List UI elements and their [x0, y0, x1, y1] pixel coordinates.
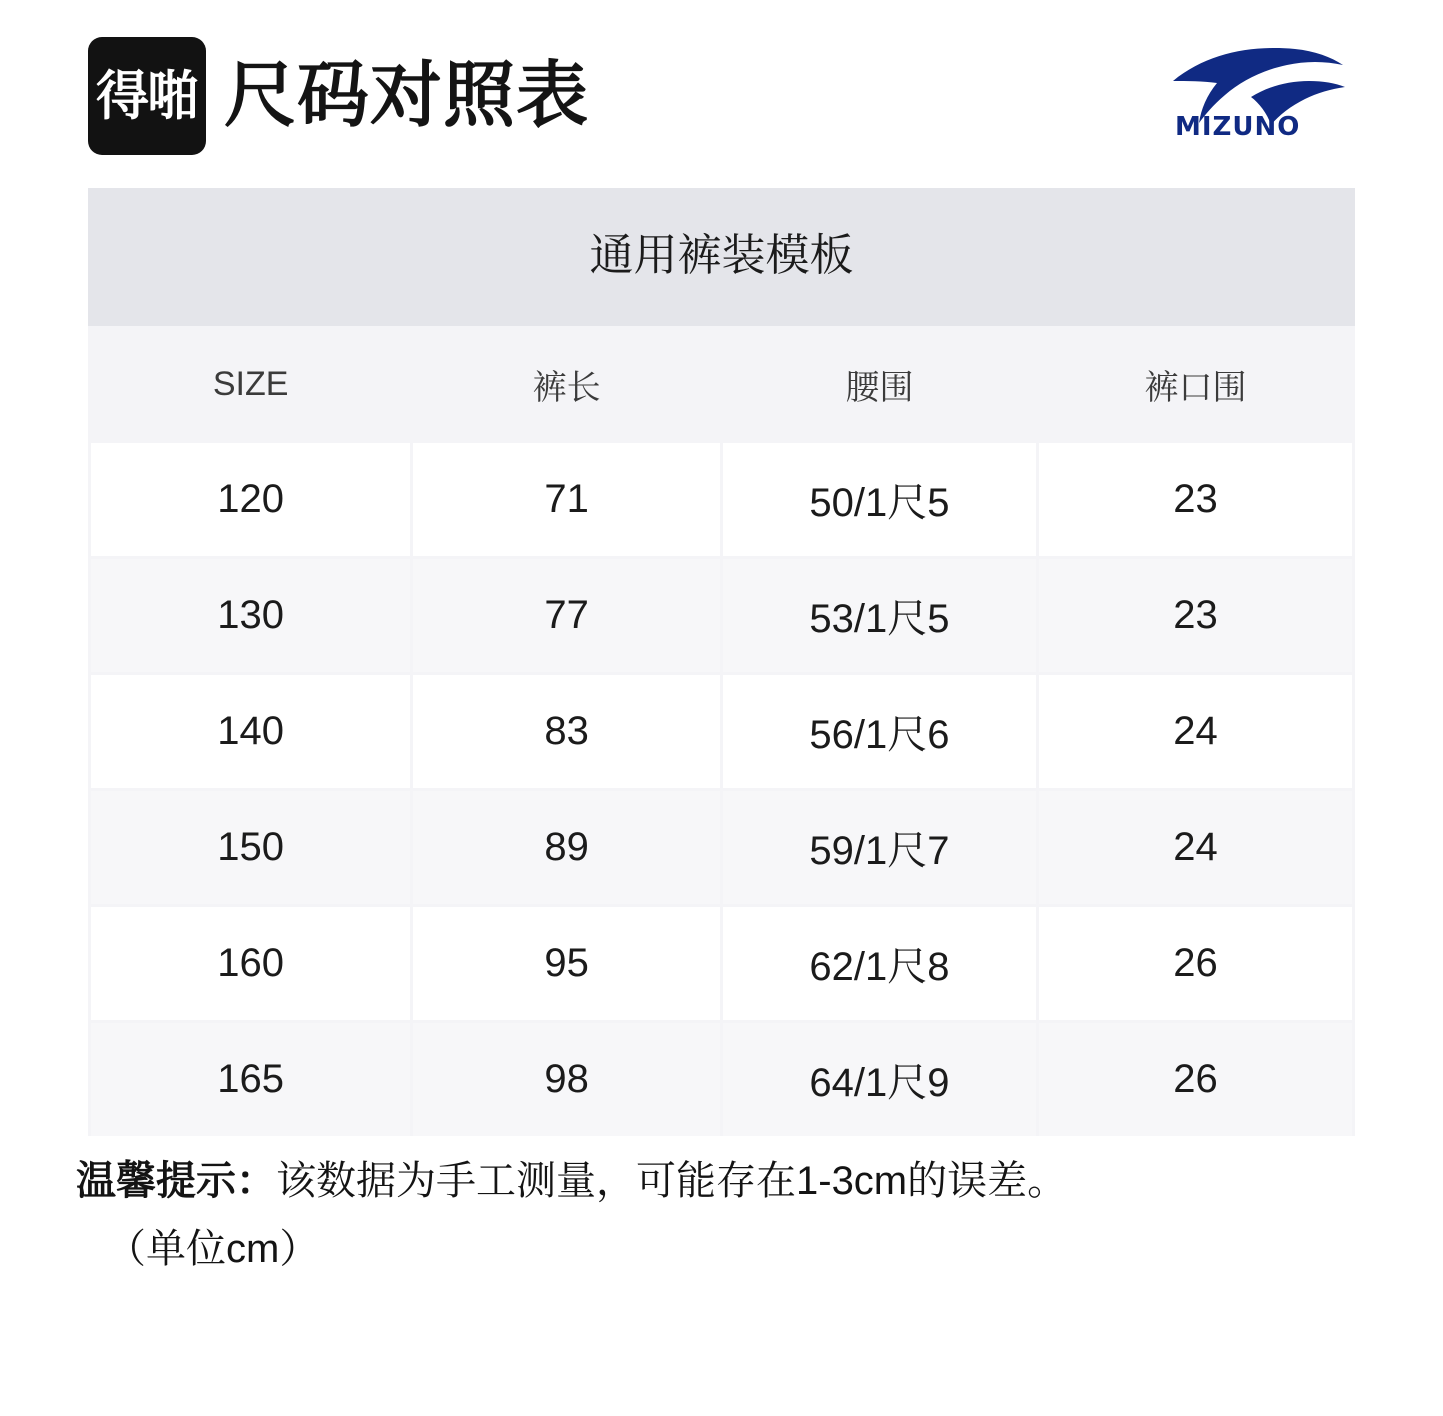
table-row [90, 674, 1354, 790]
page-header [0, 0, 1443, 170]
cell-size: 150 [90, 790, 412, 906]
column-header-waist: 腰围 [721, 326, 1037, 443]
cell-waist: 56/1尺6 [721, 674, 1037, 790]
cell-length: 98 [412, 1022, 722, 1137]
cell-cuff: 23 [1037, 558, 1353, 674]
cell-cuff: 24 [1037, 790, 1353, 906]
table-row [90, 906, 1354, 1022]
table-caption: 通用裤装模板 [88, 188, 1355, 326]
cell-waist: 62/1尺8 [721, 906, 1037, 1022]
note-label: 温馨提示： [76, 1159, 276, 1203]
cell-length: 89 [412, 790, 722, 906]
cell-size: 140 [90, 674, 412, 790]
brand-badge [88, 37, 206, 155]
cell-size: 120 [90, 443, 412, 558]
cell-cuff: 23 [1037, 443, 1353, 558]
svg-text:MIZUNO: MIZUNO [1175, 112, 1301, 139]
table-row [90, 1022, 1354, 1137]
note-text: 该数据为手工测量，可能存在1-3cm的误差。 [276, 1159, 1068, 1203]
cell-waist: 64/1尺9 [721, 1022, 1037, 1137]
cell-length: 77 [412, 558, 722, 674]
page-title: 尺码对照表 [224, 56, 590, 136]
table-header-row [90, 326, 1354, 443]
cell-waist: 59/1尺7 [721, 790, 1037, 906]
table-row [90, 558, 1354, 674]
brand-badge-label: 得啪 [96, 65, 198, 127]
size-table-block [88, 188, 1355, 1136]
cell-cuff: 26 [1037, 1022, 1353, 1137]
cell-waist: 53/1尺5 [721, 558, 1037, 674]
column-header-size: SIZE [90, 326, 412, 443]
cell-size: 165 [90, 1022, 412, 1137]
cell-size: 130 [90, 558, 412, 674]
measurement-note [76, 1150, 1355, 1280]
mizuno-logo [1135, 41, 1355, 151]
table-row [90, 790, 1354, 906]
table-row [90, 443, 1354, 558]
cell-waist: 50/1尺5 [721, 443, 1037, 558]
note-unit: （单位cm） [106, 1227, 320, 1271]
cell-cuff: 26 [1037, 906, 1353, 1022]
cell-length: 71 [412, 443, 722, 558]
cell-size: 160 [90, 906, 412, 1022]
column-header-length: 裤长 [412, 326, 722, 443]
column-header-cuff: 裤口围 [1037, 326, 1353, 443]
cell-cuff: 24 [1037, 674, 1353, 790]
size-table [88, 326, 1355, 1136]
cell-length: 83 [412, 674, 722, 790]
cell-length: 95 [412, 906, 722, 1022]
